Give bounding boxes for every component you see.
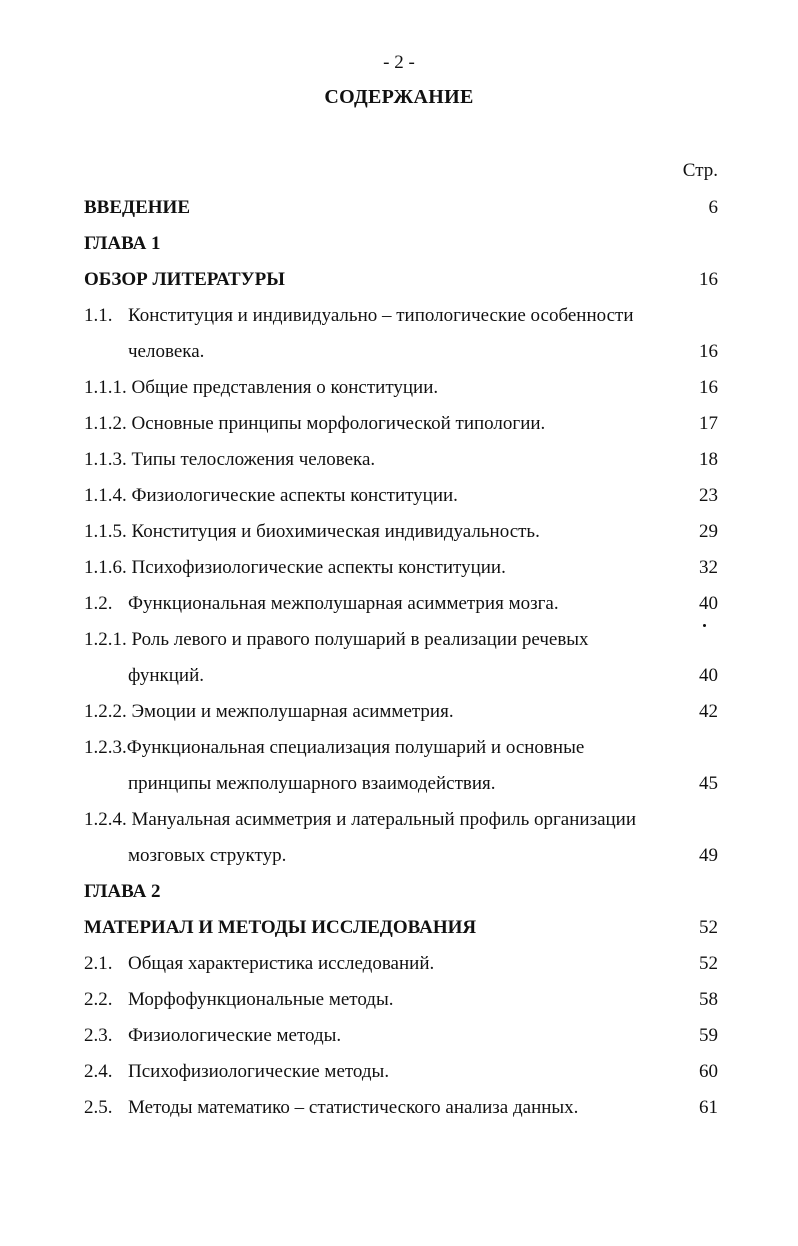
page-column-header: Стр. <box>682 160 718 181</box>
toc-chapter1-heading: ГЛАВА 1 <box>84 233 161 254</box>
toc-s2-4-num: 2.4. <box>84 1061 113 1082</box>
toc-intro-page: 6 <box>708 197 718 218</box>
toc-chapter2-title[interactable]: МАТЕРИАЛ И МЕТОДЫ ИССЛЕДОВАНИЯ <box>84 917 477 938</box>
toc-s1-1-line2[interactable]: человека. <box>128 341 205 362</box>
toc-s1-2-3-line1[interactable]: 1.2.3.Функциональная специализация полушарий и основные <box>84 737 585 758</box>
toc-s2-1-num: 2.1. <box>84 953 113 974</box>
toc-s2-4-page: 60 <box>699 1061 718 1082</box>
toc-s2-2-page: 58 <box>699 989 718 1010</box>
toc-s2-1[interactable]: Общая характеристика исследований. <box>128 953 435 974</box>
toc-s1-2-1-line2[interactable]: функций. <box>128 665 204 686</box>
toc-s1-2-1-line1[interactable]: 1.2.1. Роль левого и правого полушарий в реализации речевых <box>84 629 589 650</box>
toc-s1-2-1-page: 40 <box>699 665 718 686</box>
toc-s1-2-2-page: 42 <box>699 701 718 722</box>
toc-s1-2-num: 1.2. <box>84 593 113 614</box>
toc-s1-1-line1[interactable]: Конституция и индивидуально – типологические особенности <box>128 305 634 326</box>
toc-s1-2-3-line2[interactable]: принципы межполушарного взаимодействия. <box>128 773 496 794</box>
toc-chapter1-page: 16 <box>699 269 718 290</box>
toc-s2-2[interactable]: Морфофункциональные методы. <box>128 989 394 1010</box>
toc-s1-1-page: 16 <box>699 341 718 362</box>
toc-chapter1-title[interactable]: ОБЗОР ЛИТЕРАТУРЫ <box>84 269 285 290</box>
toc-chapter2-page: 52 <box>699 917 718 938</box>
toc-s1-1-6[interactable]: 1.1.6. Психофизиологические аспекты конституции. <box>84 557 506 578</box>
toc-s1-1-num: 1.1. <box>84 305 113 326</box>
toc-s2-1-page: 52 <box>699 953 718 974</box>
toc-s1-1-5[interactable]: 1.1.5. Конституция и биохимическая индивидуальность. <box>84 521 540 542</box>
toc-intro[interactable]: ВВЕДЕНИЕ <box>84 197 190 218</box>
toc-s2-5[interactable]: Методы математико – статистического анализа данных. <box>128 1097 579 1118</box>
toc-s2-2-num: 2.2. <box>84 989 113 1010</box>
ink-dot <box>703 624 706 627</box>
toc-s2-3-page: 59 <box>699 1025 718 1046</box>
toc-s1-2-3-page: 45 <box>699 773 718 794</box>
toc-s1-2-4-page: 49 <box>699 845 718 866</box>
toc-s2-3-num: 2.3. <box>84 1025 113 1046</box>
toc-s1-1-4-page: 23 <box>699 485 718 506</box>
toc-s1-2[interactable]: Функциональная межполушарная асимметрия мозга. <box>128 593 559 614</box>
toc-s1-1-3-page: 18 <box>699 449 718 470</box>
toc-s1-1-1[interactable]: 1.1.1. Общие представления о конституции. <box>84 377 439 398</box>
toc-s2-4[interactable]: Психофизиологические методы. <box>128 1061 390 1082</box>
toc-s1-1-6-page: 32 <box>699 557 718 578</box>
toc-s1-2-2[interactable]: 1.2.2. Эмоции и межполушарная асимметрия. <box>84 701 454 722</box>
toc-s1-1-5-page: 29 <box>699 521 718 542</box>
toc-s2-5-num: 2.5. <box>84 1097 113 1118</box>
toc-chapter2-heading: ГЛАВА 2 <box>84 881 161 902</box>
toc-s1-1-2[interactable]: 1.1.2. Основные принципы морфологической типологии. <box>84 413 546 434</box>
toc-s1-2-4-line1[interactable]: 1.2.4. Мануальная асимметрия и латеральный профиль организации <box>84 809 637 830</box>
toc-s2-3[interactable]: Физиологические методы. <box>128 1025 342 1046</box>
page-title: СОДЕРЖАНИЕ <box>324 86 474 108</box>
toc-s1-1-4[interactable]: 1.1.4. Физиологические аспекты конституции. <box>84 485 458 506</box>
toc-s1-2-4-line2[interactable]: мозговых структур. <box>128 845 287 866</box>
toc-s1-1-3[interactable]: 1.1.3. Типы телосложения человека. <box>84 449 376 470</box>
toc-s1-2-page: 40 <box>699 593 718 614</box>
page-number: - 2 - <box>383 52 415 73</box>
toc-s2-5-page: 61 <box>699 1097 718 1118</box>
toc-s1-1-1-page: 16 <box>699 377 718 398</box>
toc-s1-1-2-page: 17 <box>699 413 718 434</box>
